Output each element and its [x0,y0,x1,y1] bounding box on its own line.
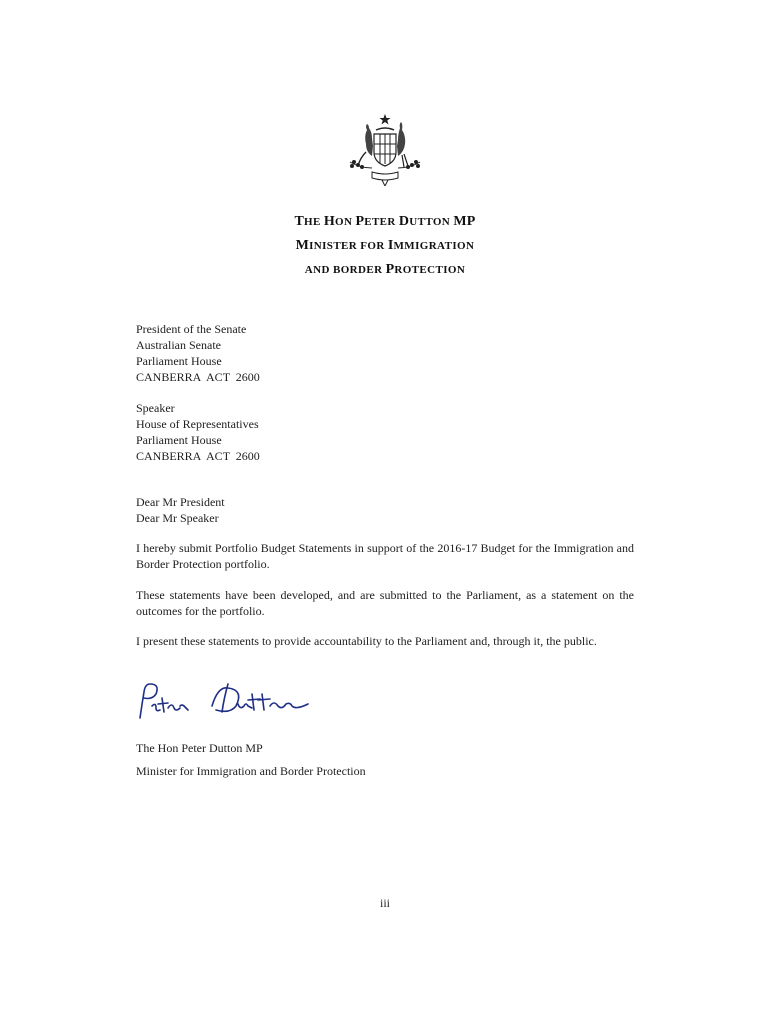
salutation-line: Dear Mr Speaker [136,511,219,525]
address-line: Parliament House [136,354,222,368]
body-paragraph-3: I present these statements to provide accountability to the Parliament and, through it, the public. [136,634,597,648]
signoff-title: Minister for Immigration and Border Protection [136,764,366,778]
house-address [136,400,260,464]
australian-coat-of-arms-icon [336,112,434,186]
address-line: Australian Senate [136,338,221,352]
address-line: House of Representatives [136,417,259,431]
signoff-name: The Hon Peter Dutton MP [136,741,263,755]
body-paragraph-2: These statements have been developed, and are submitted to the Parliament, as a statement on the outcomes for the portfolio. [136,588,634,618]
address-line: Speaker [136,401,175,415]
handwritten-signature [132,676,314,722]
salutation [136,494,225,526]
minister-name-heading: THE HON PETER DUTTON MP [294,214,476,229]
address-line: Parliament House [136,433,222,447]
salutation-line: Dear Mr President [136,495,225,509]
minister-portfolio-heading: AND BORDER PROTECTION [304,262,466,277]
page-number: iii [379,896,390,910]
body-paragraph-1: I hereby submit Portfolio Budget Statements in support of the 2016-17 Budget for the Immigration and Border Protection portfolio. [136,541,634,571]
senate-address [136,321,260,385]
address-line: CANBERRA ACT 2600 [136,449,260,463]
minister-title-heading: MINISTER FOR IMMIGRATION [295,238,475,253]
address-line: CANBERRA ACT 2600 [136,370,260,384]
address-line: President of the Senate [136,322,247,336]
